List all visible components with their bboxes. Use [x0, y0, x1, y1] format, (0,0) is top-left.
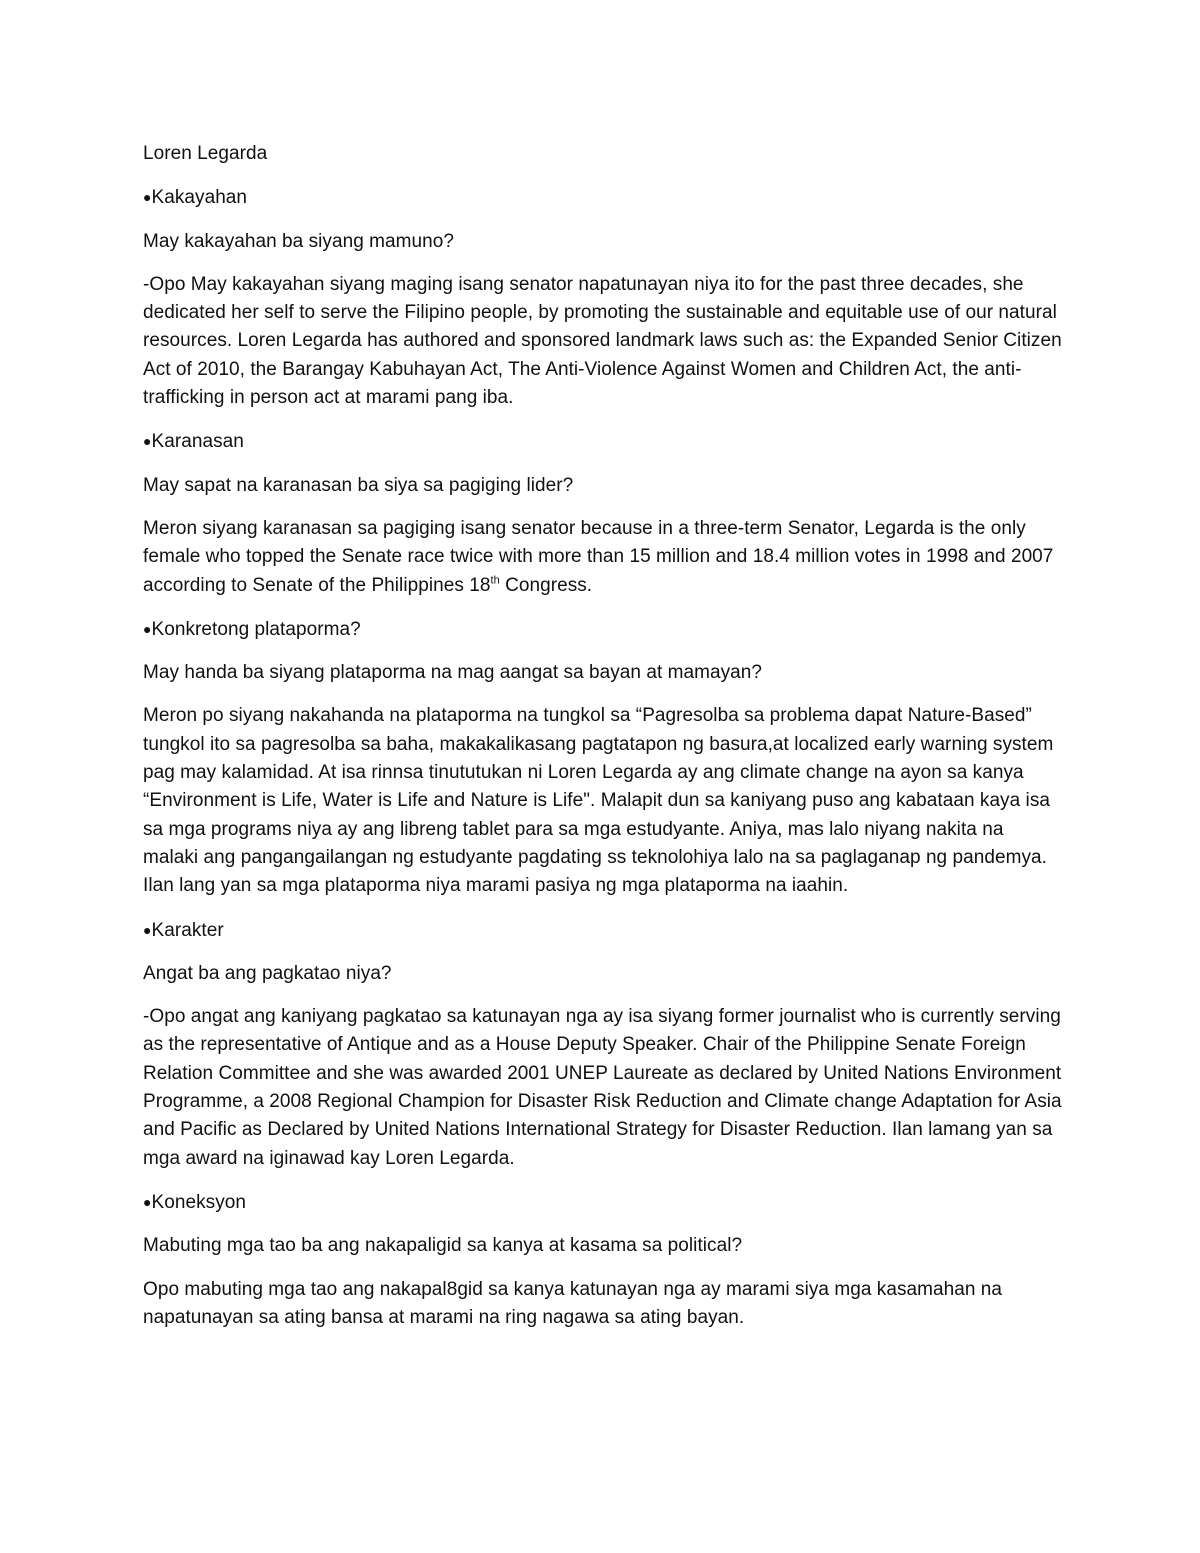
section-question: May kakayahan ba siyang mamuno? — [143, 230, 455, 252]
section-heading-text: Karakter — [151, 919, 224, 941]
bullet-icon: ● — [143, 1193, 152, 1210]
answer-text-end: Congress. — [499, 574, 593, 596]
section-question: May sapat na karanasan ba siya sa pagiging lider? — [143, 474, 574, 496]
section-heading-konkretong-plataporma — [143, 615, 1063, 644]
section-question: May handa ba siyang plataporma na mag aangat sa bayan at mamayan? — [143, 662, 763, 684]
section-answer: -Opo angat ang kaniyang pagkatao sa katunayan nga ay isa siyang former journalist who is currently serving as the representative of Antique and as a House Deputy Speaker. Chair of the Philippine Senate Foreign Relation Committee and she was awarded 2001 UNEP Laureate as declared by United Nations Environment Programme, a 2008 Regional Champion for Disaster Risk Reduction and Climate change Adaptation for Asia and Pacific as Declared by United Nations International Strategy for Disaster Reduction. Ilan lamang yan sa mga award na iginawad kay Loren Legarda. — [143, 1006, 1062, 1169]
section-heading-text: Konkretong plataporma? — [151, 618, 361, 640]
section-heading-karakter — [143, 916, 1063, 945]
section-question: Mabuting mga tao ba ang nakapaligid sa kanya at kasama sa political? — [143, 1235, 743, 1257]
section-heading-karanasan — [143, 427, 1063, 456]
section-answer: Opo mabuting mga tao ang nakapal8gid sa kanya katunayan nga ay marami siya mga kasamahan na napatunayan sa ating bansa at marami na ring nagawa sa ating bayan. — [143, 1278, 1003, 1328]
answer-text: Meron siyang karanasan sa pagiging isang senator because in a three-term Senator, Legarda is the only female who topped the Senate race twice with more than 15 million and 18.4 million votes in 1998 and 2007 according to Senate of the Philippines 18 — [143, 517, 1054, 596]
section-question: Angat ba ang pagkatao niya? — [143, 962, 392, 984]
bullet-icon: ● — [143, 433, 152, 450]
section-heading-text: Karanasan — [151, 431, 244, 453]
section-answer — [143, 515, 1063, 600]
section-heading-kakayahan — [143, 183, 1063, 212]
document-page — [143, 140, 1063, 1347]
bullet-icon: ● — [143, 620, 152, 637]
ordinal-superscript: th — [490, 574, 500, 587]
section-heading-koneksyon — [143, 1188, 1063, 1217]
section-heading-text: Kakayahan — [151, 187, 248, 209]
section-answer: Meron po siyang nakahanda na plataporma na tungkol sa “Pagresolba sa problema dapat Nature-Based” tungkol ito sa pagresolba sa baha, makakalikasang pagtatapon ng basura,at localized early warning system pag may kalamidad. At isa rinnsa tinututukan ni Loren Legarda ay ang climate change na ayon sa kanya “Environment is Life, Water is Life and Nature is Life". Malapit dun sa kaniyang puso ang kabataan kaya isa sa mga programs niya ay ang libreng tablet para sa mga estudyante. Aniya, mas lalo niyang nakita na malaki ang pangangailangan ng estudyante pagdating ss teknolohiya lalo na sa paglaganap ng pandemya. Ilan lang yan sa mga plataporma niya marami pasiya ng mga plataporma na iaahin. — [143, 705, 1054, 897]
document-title: Loren Legarda — [143, 143, 268, 164]
bullet-icon: ● — [143, 189, 152, 206]
bullet-icon: ● — [143, 921, 152, 938]
section-answer: -Opo May kakayahan siyang maging isang senator napatunayan niya ito for the past three decades, she dedicated her self to serve the Filipino people, by promoting the sustainable and equitable use of our natural resources. Loren Legarda has authored and sponsored landmark laws such as: the Expanded Senior Citizen Act of 2010, the Barangay Kabuhayan Act, The Anti-Violence Against Women and Children Act, the anti-trafficking in person act at marami pang iba. — [143, 273, 1062, 409]
section-heading-text: Koneksyon — [151, 1191, 246, 1213]
